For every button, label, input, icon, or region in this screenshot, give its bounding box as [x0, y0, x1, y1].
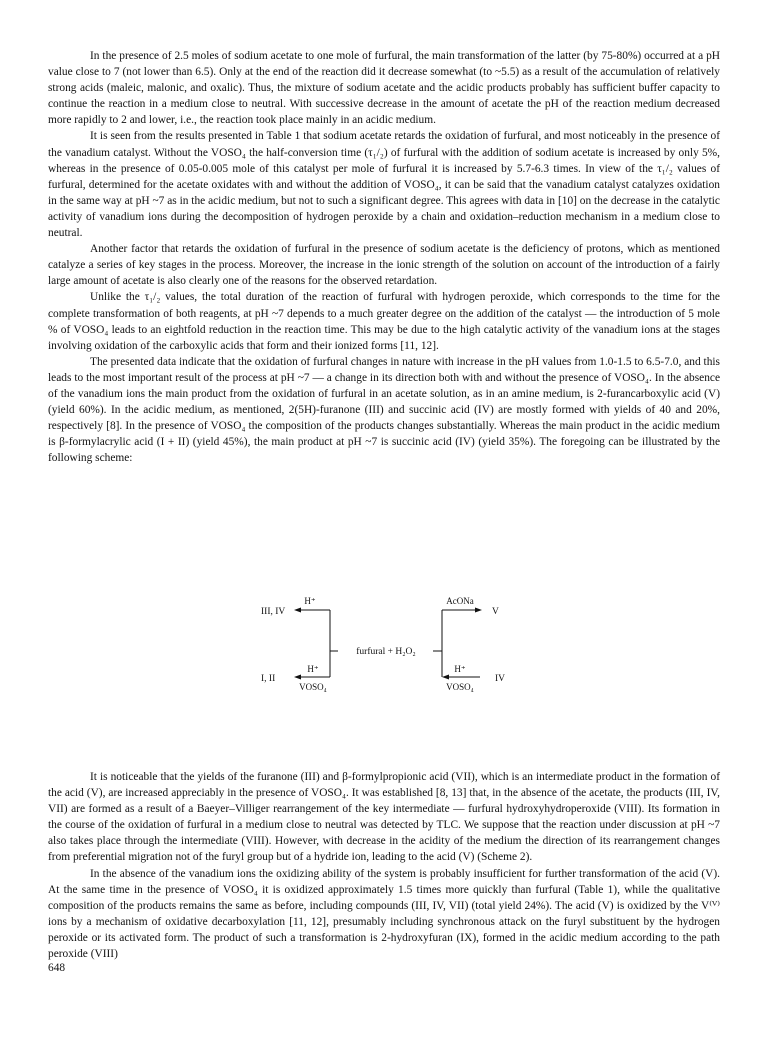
- paragraph: The presented data indicate that the oxidation of furfural changes in nature with increase in the pH values from 1.0-1.5 to 6.5-7.0, and this leads to the most important result of the process at pH ~7 — a change in its direction both with and without the presence of VOSO₄. In the absence of the vanadium ions the main product from the oxidation of furfural in an acetate solution, as in an amine medium, is 2-furancarboxylic acid (V) (yield 60%). In the acidic medium, as mentioned, 2(5H)-furanone (III) and succinic acid (IV) are mostly formed with yields of 40 and 20%, respectively [8]. In the presence of VOSO₄ the composition of the products changes substantially. Whereas the main product in the acidic medium is β-formylacrylic acid (I + II) (yield 45%), the main product at pH ~7 is succinic acid (IV) (yield 35%). The foregoing can be illustrated by the following scheme:: [48, 355, 720, 465]
- bottom-left-reagent-top: H⁺: [307, 664, 319, 674]
- reaction-scheme: [230, 592, 530, 702]
- bottom-right-reagent-bottom: VOSO₄: [446, 682, 474, 692]
- paragraph: Another factor that retards the oxidation of furfural in the presence of sodium acetate is the deficiency of protons, which as mentioned catalyze a series of key stages in the process. Moreover, the increase in the ionic strength of the solution on account of the introduction of a fairly large amount of acetate is also clearly one of the reasons for the observed retardation.: [48, 243, 720, 288]
- bottom-left-arrowhead: [294, 675, 301, 680]
- center-reactants: furfural + H₂O₂: [356, 647, 416, 657]
- top-left-product: III, IV: [261, 607, 286, 617]
- paragraph: In the presence of 2.5 moles of sodium acetate to one mole of furfural, the main transformation of the latter (by 75-80%) occurred at a pH value close to 7 (not lower than 6.5). Only at the end of the reaction did it decrease somewhat (to ~5.5) as a result of the accumulation of relatively strong acids (maleic, malonic, and oxalic). Thus, the mixture of sodium acetate and the acidic products probably has sufficient buffer capacity to continue the reaction in a medium close to neutral. With successive decrease in the amount of acetate the pH of the reaction medium decreased more rapidly to 2 and lower, i.e., the reaction took place mainly in an acidic medium.: [48, 50, 720, 127]
- bottom-right-product: IV: [495, 674, 506, 684]
- bottom-right-arrowhead: [442, 675, 449, 680]
- top-left-reagent: H⁺: [304, 596, 316, 606]
- paragraph: Unlike the τ₁/₂ values, the total duration of the reaction of furfural with hydrogen peroxide, which corresponds to the time for the complete transformation of both reagents, at pH ~7 depends to a much greater degree on the addition of the catalyst — the introduction of 5 mole % of VOSO₄ leads to an eightfold reduction in the reaction time. This may be due to the high catalytic activity of the vanadium ions at the stages involving oxidation of the carboxylic acids that form and their ionized forms [11, 12].: [48, 291, 720, 352]
- top-right-arrowhead: [475, 608, 482, 613]
- bottom-left-product: I, II: [261, 674, 276, 684]
- paragraph: In the absence of the vanadium ions the oxidizing ability of the system is probably insufficient for further transformation of the acid (V). At the same time in the presence of VOSO₄ it is oxidized approximately 1.5 times more quickly than furfural (Table 1), while the qualitative composition of the products remains the same as before, including compounds (III, IV, VII) (total yield 24%). The acid (V) is oxidized by the V⁽ⱽ⁾ ions by a mechanism of oxidative decarboxylation [11, 12], presumably including synchronous attack on the furyl substituent by the hydrogen peroxide or its activated form. The product of such a transformation is 2-hydroxyfuran (IX), formed in the acidic medium according to the path peroxide (VIII): [48, 867, 720, 961]
- reaction-scheme-diagram: [230, 592, 530, 702]
- body-text-before-scheme: [48, 48, 720, 466]
- paragraph: It is noticeable that the yields of the furanone (III) and β-formylpropionic acid (VII), which is an intermediate product in the formation of the acid (V), are increased appreciably in the presence of VOSO₄. It was established [8, 13] that, in the absence of the acetate, the products (III, IV, VII) are formed as a result of a Baeyer–Villiger rearrangement of the key intermediate — furfural hydroxyhydroperoxide (VIII). Its formation in the course of the oxidation of furfural in a medium close to neutral was detected by TLC. We suppose that the reaction under discussion at pH ~7 also takes place through the intermediate (VIII). However, with decrease in the acidity of the medium the direction of its rearrangement changes from preferential migration not of the furyl group but of a hydride ion, leading to the acid (V) (Scheme 2).: [48, 771, 720, 864]
- bottom-right-reagent-top: H⁺: [454, 664, 466, 674]
- page-number: 648: [48, 962, 66, 974]
- top-right-reagent: AcONa: [446, 596, 474, 606]
- bottom-left-reagent-bottom: VOSO₄: [299, 682, 327, 692]
- top-left-arrowhead: [294, 608, 301, 613]
- paragraph: It is seen from the results presented in Table 1 that sodium acetate retards the oxidation of furfural, and most noticeably in the presence of the vanadium catalyst. Without the VOSO₄ the half-conversion time (τ₁/₂) of furfural with the addition of sodium acetate is increased by only 5%, whereas in the presence of 0.05-0.005 mole of this catalyst per mole of furfural it is increased by 5.7-6.3 times. In view of the τ₁/₂ values of furfural, determined for the acetate oxidates with and without the addition of VOSO₄, it can be said that the vanadium catalyst catalyzes oxidation in the same way at pH ~7 as in the acidic medium, but not to such a significant degree. This agrees with data in [10] on the decrease in the catalytic activity of vanadium ions during the decomposition of hydrogen peroxide by a chain and oxidation–reduction mechanism in a medium close to neutral.: [48, 130, 720, 240]
- top-right-product: V: [492, 607, 499, 617]
- body-text-after-scheme: [48, 769, 720, 962]
